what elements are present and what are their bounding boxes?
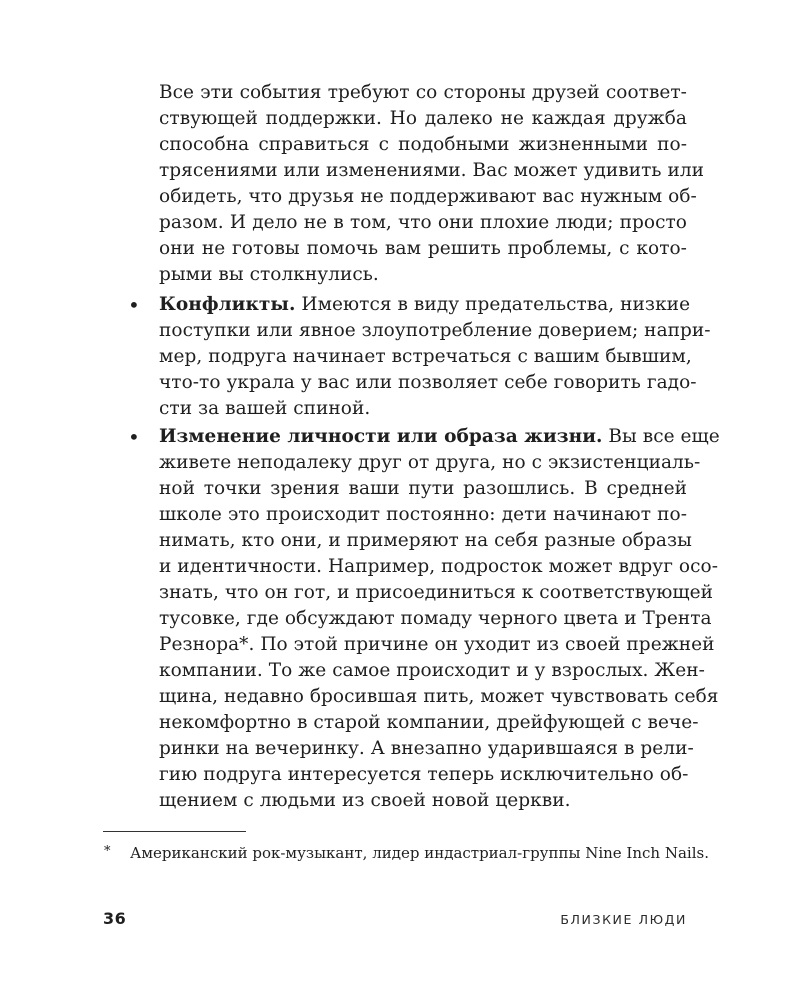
bullet-marker: • — [128, 293, 140, 317]
bullet-heading: Конфликты. — [159, 294, 296, 315]
text-line: Резнора*. По этой причине он уходит из своей прежней — [159, 634, 715, 655]
bullet-text: Имеются в виду предательства, низкие — [295, 294, 691, 315]
text-line: школе это происходит постоянно: дети начинают по- — [159, 504, 687, 525]
text-line: щина, недавно бросившая пить, может чувствовать себя — [159, 686, 719, 707]
text-line: сти за вашей спиной. — [159, 398, 371, 419]
text-line: и идентичности. Например, подросток может вдруг осо- — [159, 556, 718, 577]
text-line: тусовке, где обсуждают помаду черного цвета и Трента — [159, 608, 712, 629]
text-line: разом. И дело не в том, что они плохие люди; просто — [159, 212, 687, 233]
bullet-first-line — [159, 424, 720, 450]
bullet-marker: • — [128, 425, 140, 449]
text-line: щением с людьми из своей новой церкви. — [159, 790, 571, 811]
text-line: ствующей поддержки. Но далеко не каждая дружба — [159, 108, 687, 129]
text-line: они не готовы помочь вам решить проблемы, с кото- — [159, 238, 687, 259]
running-head: БЛИЗКИЕ ЛЮДИ — [560, 912, 687, 927]
text-line: обидеть, что друзья не поддерживают вас нужным об- — [159, 186, 697, 207]
text-line: живете неподалеку друг от друга, но с экзистенциаль- — [159, 452, 701, 473]
page-number: 36 — [103, 909, 127, 928]
bullet-heading: Изменение личности или образа жизни. — [159, 426, 603, 447]
text-line: нимать, кто они, и примеряют на себя разные образы — [159, 530, 692, 551]
text-line: мер, подруга начинает встречаться с вашим бывшим, — [159, 346, 692, 367]
bullet-text: Вы все еще — [602, 426, 720, 447]
text-line: гию подруга интересуется теперь исключительно об- — [159, 764, 689, 785]
text-line: знать, что он гот, и присоединиться к соответствующей — [159, 582, 713, 603]
text-line: Все эти события требуют со стороны друзей соответ- — [159, 82, 687, 103]
text-line: способна справиться с подобными жизненными по- — [159, 134, 687, 155]
text-line: рыми вы столкнулись. — [159, 264, 379, 285]
footnote-text: Американский рок-музыкант, лидер индастриал-группы Nine Inch Nails. — [130, 844, 709, 862]
text-line: некомфортно в старой компании, дрейфующей с вече- — [159, 712, 699, 733]
footnote-marker: * — [104, 844, 111, 859]
text-line: ной точки зрения ваши пути разошлись. В средней — [159, 478, 687, 499]
footnote-divider — [103, 831, 246, 832]
text-line: что-то украла у вас или позволяет себе говорить гадо- — [159, 372, 697, 393]
text-line: трясениями или изменениями. Вас может удивить или — [159, 160, 705, 181]
text-line: ринки на вечеринку. А внезапно ударившаяся в рели- — [159, 738, 694, 759]
text-line: поступки или явное злоупотребление доверием; напри- — [159, 320, 711, 341]
text-line: компании. То же самое происходит и у взрослых. Жен- — [159, 660, 705, 681]
bullet-first-line — [159, 292, 691, 318]
